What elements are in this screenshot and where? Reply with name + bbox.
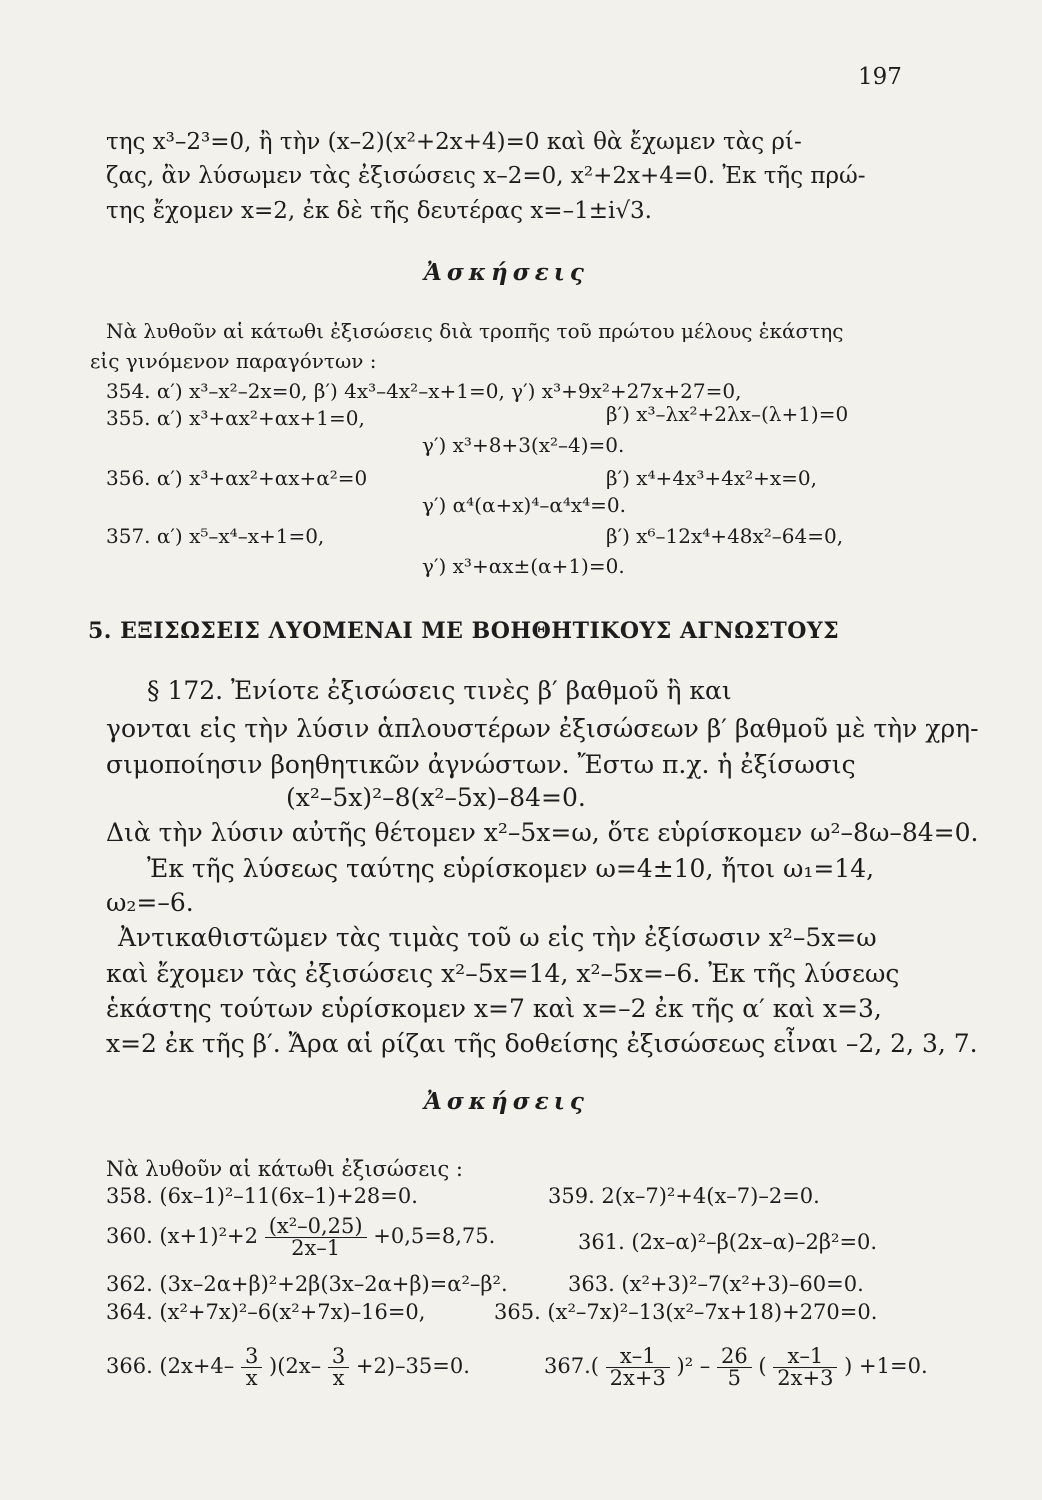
exercise-367-part-a: 367.( xyxy=(544,1354,599,1378)
exercises-2-instruction: Νὰ λυθοῦν αἱ κάτωθι ἐξισώσεις : xyxy=(106,1157,463,1181)
exercises-1-instruction-1: Νὰ λυθοῦν αἱ κάτωθι ἐξισώσεις διὰ τροπῆς τοῦ πρώτου μέλους ἑκάστης xyxy=(106,319,844,343)
exercise-366-fraction-2-num: 3 xyxy=(328,1346,349,1368)
exercise-366-fraction-1-num: 3 xyxy=(241,1346,262,1368)
exercise-366-part-a: 366. (2x+4– xyxy=(106,1354,235,1378)
section-paragraph-10: x=2 ἐκ τῆς β′. Ἄρα αἱ ρίζαι τῆς δοθείσης ἐξισώσεως εἶναι –2, 2, 3, 7. xyxy=(106,1029,978,1058)
exercise-357-c: γ′) x³+αx±(α+1)=0. xyxy=(422,554,625,578)
exercise-367-fraction-1-num: x–1 xyxy=(606,1346,670,1368)
exercise-363: 363. (x²+3)²–7(x²+3)–60=0. xyxy=(568,1272,864,1296)
exercise-367-part-d: ) +1=0. xyxy=(844,1354,928,1378)
intro-line-2: ζας, ἂν λύσωμεν τὰς ἐξισώσεις x–2=0, x²+2x+4=0. Ἐκ τῆς πρώ- xyxy=(106,163,866,189)
exercise-364: 364. (x²+7x)²–6(x²+7x)–16=0, xyxy=(106,1300,426,1324)
exercise-366-part-b: )(2x– xyxy=(269,1354,322,1378)
exercise-366-fraction-1-den: x xyxy=(245,1366,258,1390)
exercise-360-tail: +0,5=8,75. xyxy=(373,1224,496,1248)
section-paragraph-8: καὶ ἔχομεν τὰς ἐξισώσεις x²–5x=14, x²–5x=–6. Ἐκ τῆς λύσεως xyxy=(106,959,900,988)
exercise-366-part-c: +2)–35=0. xyxy=(355,1354,470,1378)
exercise-360-denominator: 2x–1 xyxy=(291,1236,341,1260)
section-paragraph-9: ἑκάστης τούτων εὑρίσκομεν x=7 καὶ x=–2 ἐκ τῆς α′ καὶ x=3, xyxy=(106,994,882,1023)
exercise-366-fraction-1 xyxy=(241,1346,262,1389)
exercise-367-part-c: ( xyxy=(758,1354,767,1378)
exercises-heading-1: Ἀσκήσεις xyxy=(424,259,589,286)
exercise-367-part-b: )² – xyxy=(676,1354,711,1378)
section-paragraph-3: σιμοποίησιν βοηθητικῶν ἀγνώστων. Ἔστω π.χ. ἡ ἐξίσωσις xyxy=(106,750,856,779)
intro-line-3: της ἔχομεν x=2, ἐκ δὲ τῆς δευτέρας x=–1±i√3. xyxy=(106,198,652,224)
exercise-359: 359. 2(x–7)²+4(x–7)–2=0. xyxy=(548,1184,820,1208)
section-equation: (x²–5x)²–8(x²–5x)–84=0. xyxy=(286,783,586,812)
exercise-360-numerator: (x²–0,25) xyxy=(265,1216,367,1238)
exercise-367-fraction-3-num: x–1 xyxy=(773,1346,837,1368)
section-paragraph-6: ω₂=–6. xyxy=(106,888,194,917)
page-number: 197 xyxy=(858,64,902,90)
exercise-367-fraction-1 xyxy=(606,1346,670,1389)
section-paragraph-7: Ἀντικαθιστῶμεν τὰς τιμὰς τοῦ ω εἰς τὴν ἐξίσωσιν x²–5x=ω xyxy=(118,923,877,952)
exercise-355-c: γ′) x³+8+3(x²–4)=0. xyxy=(422,433,625,457)
intro-line-1: της x³–2³=0, ἢ τὴν (x–2)(x²+2x+4)=0 καὶ θὰ ἔχωμεν τὰς ρί- xyxy=(106,129,802,155)
exercise-366-fraction-2 xyxy=(328,1346,349,1389)
exercise-356-a: 356. α′) x³+αx²+αx+α²=0 xyxy=(106,466,368,490)
exercise-362: 362. (3x–2α+β)²+2β(3x–2α+β)=α²–β². xyxy=(106,1272,508,1296)
section-title: 5. ΕΞΙΣΩΣΕΙΣ ΛΥΟΜΕΝΑΙ ΜΕ ΒΟΗΘΗΤΙΚΟΥΣ ΑΓΝΩΣΤΟΥΣ xyxy=(88,618,840,644)
exercise-357-b: β′) x⁶–12x⁴+48x²–64=0, xyxy=(606,524,844,548)
exercise-367 xyxy=(544,1346,928,1389)
section-paragraph-5: Ἐκ τῆς λύσεως ταύτης εὑρίσκομεν ω=4±10, ἤτοι ω₁=14, xyxy=(147,854,875,883)
exercise-367-fraction-3 xyxy=(773,1346,837,1389)
exercise-360-lead: 360. (x+1)²+2 xyxy=(106,1224,258,1248)
exercise-367-fraction-2-den: 5 xyxy=(727,1366,742,1390)
exercise-366-fraction-2-den: x xyxy=(332,1366,345,1390)
exercise-356-c: γ′) α⁴(α+x)⁴–α⁴x⁴=0. xyxy=(422,493,627,517)
exercise-355-b: β′) x³–λx²+2λx–(λ+1)=0 xyxy=(606,402,849,426)
exercises-1-instruction-2: εἰς γινόμενον παραγόντων : xyxy=(90,349,377,373)
section-paragraph-2: γονται εἰς τὴν λύσιν ἁπλουστέρων ἐξισώσεων β′ βαθμοῦ μὲ τὴν χρη- xyxy=(106,714,979,743)
exercise-357-a: 357. α′) x⁵–x⁴–x+1=0, xyxy=(106,524,325,548)
exercise-367-fraction-2 xyxy=(717,1346,752,1389)
exercise-360-fraction xyxy=(265,1216,367,1259)
exercise-366 xyxy=(106,1346,470,1389)
exercise-360 xyxy=(106,1216,495,1259)
exercise-355-a: 355. α′) x³+αx²+αx+1=0, xyxy=(106,406,365,430)
exercise-358: 358. (6x–1)²–11(6x–1)+28=0. xyxy=(106,1184,418,1208)
section-paragraph-4: Διὰ τὴν λύσιν αὐτῆς θέτομεν x²–5x=ω, ὅτε εὑρίσκομεν ω²–8ω–84=0. xyxy=(106,818,979,847)
exercise-367-fraction-2-num: 26 xyxy=(717,1346,752,1368)
exercises-heading-2: Ἀσκήσεις xyxy=(424,1088,589,1115)
exercise-365: 365. (x²–7x)²–13(x²–7x+18)+270=0. xyxy=(494,1300,878,1324)
exercise-367-fraction-3-den: 2x+3 xyxy=(777,1366,834,1390)
exercise-367-fraction-1-den: 2x+3 xyxy=(609,1366,666,1390)
exercise-361: 361. (2x–α)²–β(2x–α)–2β²=0. xyxy=(578,1230,878,1254)
exercise-356-b: β′) x⁴+4x³+4x²+x=0, xyxy=(606,466,817,490)
section-paragraph-1: § 172. Ἐνίοτε ἐξισώσεις τινὲς β′ βαθμοῦ ἢ και xyxy=(147,676,732,705)
exercise-354: 354. α′) x³–x²–2x=0, β′) 4x³–4x²–x+1=0, γ′) x³+9x²+27x+27=0, xyxy=(106,379,742,403)
